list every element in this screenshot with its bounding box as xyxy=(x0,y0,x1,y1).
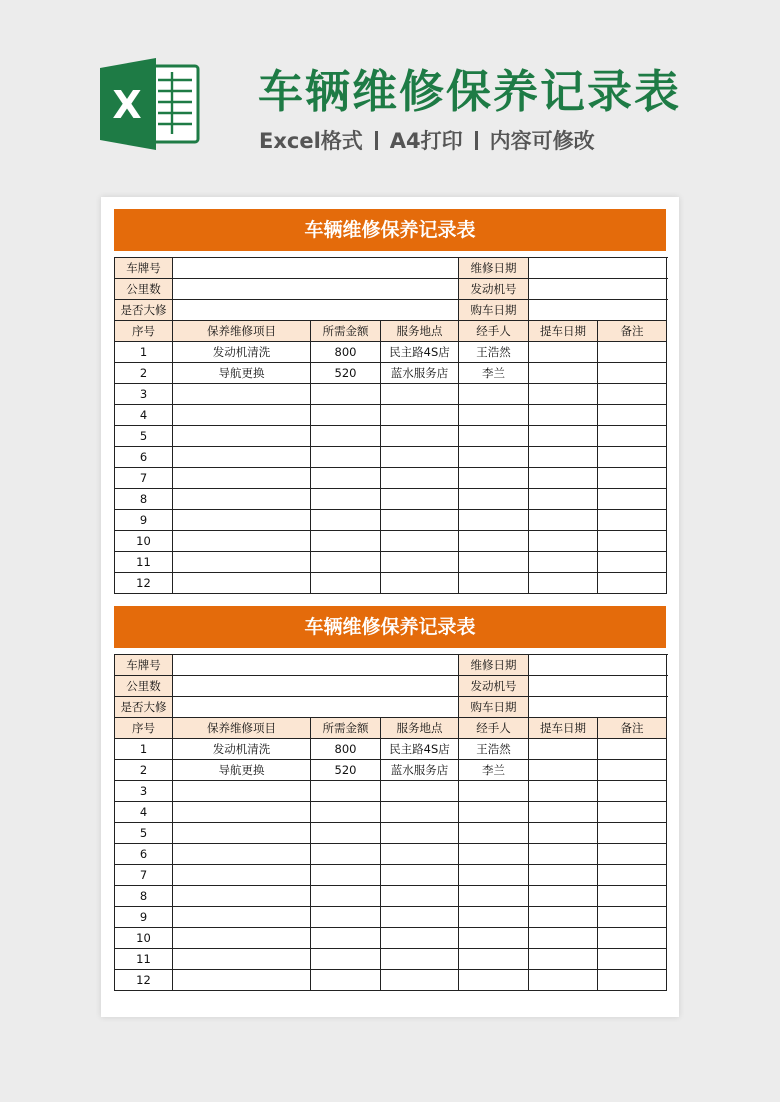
record-table xyxy=(114,257,667,594)
table-cell[interactable] xyxy=(173,886,311,907)
table-cell[interactable]: 导航更换 xyxy=(173,760,311,781)
table-cell[interactable] xyxy=(173,531,311,552)
info-row xyxy=(115,676,667,697)
repair-date-value[interactable] xyxy=(529,655,667,676)
table-cell[interactable] xyxy=(459,970,529,991)
table-cell[interactable] xyxy=(459,949,529,970)
table-cell[interactable] xyxy=(529,928,598,949)
table-cell[interactable] xyxy=(381,426,459,447)
table-cell[interactable] xyxy=(381,573,459,594)
table-cell[interactable] xyxy=(311,468,381,489)
table-cell[interactable] xyxy=(529,781,598,802)
engine-value[interactable] xyxy=(529,676,667,697)
table-cell[interactable] xyxy=(381,447,459,468)
table-cell[interactable] xyxy=(381,781,459,802)
table-cell[interactable] xyxy=(459,489,529,510)
subtitle-format: Excel格式 xyxy=(259,129,363,153)
table-row xyxy=(115,928,667,949)
table-cell[interactable]: 520 xyxy=(311,760,381,781)
table-cell[interactable] xyxy=(381,907,459,928)
table-cell: 4 xyxy=(115,405,173,426)
table-cell[interactable] xyxy=(529,405,598,426)
table-cell[interactable] xyxy=(381,970,459,991)
table-row xyxy=(115,363,667,384)
table-cell[interactable] xyxy=(381,928,459,949)
plate-label: 车牌号 xyxy=(115,258,173,279)
table-cell[interactable] xyxy=(598,760,667,781)
info-row xyxy=(115,300,667,321)
page-title: 车辆维修保养记录表 xyxy=(258,65,682,118)
table-cell[interactable] xyxy=(598,802,667,823)
table-cell[interactable] xyxy=(311,823,381,844)
info-row xyxy=(115,655,667,676)
table-cell[interactable] xyxy=(381,844,459,865)
form-title: 车辆维修保养记录表 xyxy=(114,209,666,251)
table-cell: 6 xyxy=(115,447,173,468)
table-row xyxy=(115,739,667,760)
table-cell[interactable] xyxy=(459,844,529,865)
table-row xyxy=(115,886,667,907)
table-row xyxy=(115,489,667,510)
table-cell[interactable] xyxy=(598,928,667,949)
overhaul-value[interactable] xyxy=(173,697,459,718)
table-cell: 9 xyxy=(115,907,173,928)
info-row xyxy=(115,697,667,718)
table-cell: 2 xyxy=(115,760,173,781)
repair-date-value[interactable] xyxy=(529,258,667,279)
table-cell[interactable] xyxy=(459,447,529,468)
table-cell[interactable] xyxy=(173,573,311,594)
table-cell: 10 xyxy=(115,928,173,949)
table-cell: 8 xyxy=(115,886,173,907)
table-cell: 9 xyxy=(115,510,173,531)
table-cell[interactable] xyxy=(311,886,381,907)
table-cell[interactable] xyxy=(173,823,311,844)
table-cell: 2 xyxy=(115,363,173,384)
table-cell: 8 xyxy=(115,489,173,510)
col-header: 服务地点 xyxy=(381,718,459,739)
col-header: 经手人 xyxy=(459,718,529,739)
table-cell[interactable] xyxy=(598,573,667,594)
table-row xyxy=(115,970,667,991)
col-header: 保养维修项目 xyxy=(173,718,311,739)
table-cell[interactable] xyxy=(529,531,598,552)
table-cell[interactable] xyxy=(598,844,667,865)
table-row xyxy=(115,823,667,844)
table-cell[interactable] xyxy=(459,573,529,594)
table-cell[interactable] xyxy=(598,781,667,802)
table-cell[interactable]: 蓝水服务店 xyxy=(381,760,459,781)
table-cell[interactable] xyxy=(173,970,311,991)
table-cell[interactable] xyxy=(459,907,529,928)
table-cell[interactable] xyxy=(598,426,667,447)
table-row xyxy=(115,760,667,781)
col-header: 序号 xyxy=(115,321,173,342)
subtitle xyxy=(259,125,595,155)
table-cell[interactable] xyxy=(311,802,381,823)
col-header: 备注 xyxy=(598,321,667,342)
table-cell[interactable] xyxy=(459,531,529,552)
table-cell[interactable] xyxy=(173,384,311,405)
table-cell[interactable] xyxy=(598,342,667,363)
table-cell[interactable] xyxy=(598,489,667,510)
mileage-value[interactable] xyxy=(173,676,459,697)
table-cell[interactable] xyxy=(529,739,598,760)
table-cell[interactable]: 李兰 xyxy=(459,760,529,781)
table-cell[interactable] xyxy=(598,552,667,573)
table-cell[interactable] xyxy=(598,384,667,405)
table-cell: 6 xyxy=(115,844,173,865)
table-cell[interactable] xyxy=(529,426,598,447)
table-row xyxy=(115,907,667,928)
table-cell[interactable] xyxy=(459,405,529,426)
table-cell[interactable] xyxy=(529,907,598,928)
table-row xyxy=(115,949,667,970)
col-header: 提车日期 xyxy=(529,321,598,342)
engine-value[interactable] xyxy=(529,279,667,300)
col-header: 保养维修项目 xyxy=(173,321,311,342)
table-row xyxy=(115,865,667,886)
table-cell[interactable] xyxy=(529,468,598,489)
table-cell[interactable] xyxy=(381,468,459,489)
table-cell[interactable] xyxy=(529,363,598,384)
table-cell[interactable] xyxy=(459,781,529,802)
table-cell[interactable] xyxy=(381,489,459,510)
table-cell[interactable]: 520 xyxy=(311,363,381,384)
subtitle-edit: 内容可修改 xyxy=(489,129,595,153)
table-cell[interactable] xyxy=(598,531,667,552)
overhaul-label: 是否大修 xyxy=(115,697,173,718)
engine-label: 发动机号 xyxy=(459,279,529,300)
table-cell: 5 xyxy=(115,426,173,447)
table-cell[interactable] xyxy=(529,886,598,907)
table-cell: 12 xyxy=(115,970,173,991)
table-cell[interactable] xyxy=(381,823,459,844)
table-cell[interactable] xyxy=(311,970,381,991)
table-cell[interactable] xyxy=(459,468,529,489)
table-cell: 12 xyxy=(115,573,173,594)
table-cell[interactable]: 800 xyxy=(311,342,381,363)
table-cell[interactable] xyxy=(459,426,529,447)
record-rows xyxy=(115,739,667,991)
col-header: 所需金额 xyxy=(311,718,381,739)
overhaul-label: 是否大修 xyxy=(115,300,173,321)
table-cell[interactable] xyxy=(381,865,459,886)
table-cell[interactable] xyxy=(311,384,381,405)
table-cell[interactable] xyxy=(459,886,529,907)
table-cell[interactable] xyxy=(311,928,381,949)
table-row xyxy=(115,342,667,363)
table-cell[interactable] xyxy=(598,468,667,489)
separator-bar xyxy=(375,131,378,150)
table-cell[interactable]: 发动机清洗 xyxy=(173,342,311,363)
table-row xyxy=(115,468,667,489)
table-cell[interactable] xyxy=(311,405,381,426)
table-cell: 11 xyxy=(115,949,173,970)
table-cell[interactable]: 民主路4S店 xyxy=(381,342,459,363)
purchase-date-label: 购车日期 xyxy=(459,300,529,321)
table-cell[interactable]: 800 xyxy=(311,739,381,760)
table-row xyxy=(115,531,667,552)
col-header: 提车日期 xyxy=(529,718,598,739)
table-cell[interactable] xyxy=(381,531,459,552)
table-cell[interactable] xyxy=(529,970,598,991)
table-cell[interactable] xyxy=(529,573,598,594)
table-cell[interactable] xyxy=(598,886,667,907)
table-cell[interactable] xyxy=(173,802,311,823)
col-header: 所需金额 xyxy=(311,321,381,342)
table-cell[interactable] xyxy=(173,928,311,949)
table-cell: 1 xyxy=(115,342,173,363)
table-cell[interactable] xyxy=(381,552,459,573)
info-row xyxy=(115,258,667,279)
table-cell: 3 xyxy=(115,781,173,802)
subtitle-print: A4打印 xyxy=(389,129,463,153)
table-row xyxy=(115,802,667,823)
table-cell[interactable] xyxy=(459,928,529,949)
table-cell[interactable] xyxy=(311,573,381,594)
repair-date-label: 维修日期 xyxy=(459,258,529,279)
record-table xyxy=(114,654,667,991)
table-cell[interactable] xyxy=(529,802,598,823)
table-cell[interactable] xyxy=(173,489,311,510)
table-cell: 1 xyxy=(115,739,173,760)
document-page xyxy=(101,197,679,1017)
table-row xyxy=(115,426,667,447)
separator-bar xyxy=(475,131,478,150)
table-cell[interactable] xyxy=(173,552,311,573)
table-cell[interactable] xyxy=(598,405,667,426)
table-cell[interactable] xyxy=(598,823,667,844)
table-cell[interactable] xyxy=(529,342,598,363)
table-cell[interactable] xyxy=(459,823,529,844)
table-cell[interactable] xyxy=(381,802,459,823)
table-cell: 11 xyxy=(115,552,173,573)
table-cell[interactable] xyxy=(459,384,529,405)
column-header-row xyxy=(115,321,667,342)
table-cell[interactable] xyxy=(598,970,667,991)
table-cell[interactable] xyxy=(529,949,598,970)
info-row xyxy=(115,279,667,300)
table-row xyxy=(115,405,667,426)
record-form-2 xyxy=(114,606,666,991)
table-cell: 5 xyxy=(115,823,173,844)
table-cell[interactable]: 李兰 xyxy=(459,363,529,384)
table-cell[interactable] xyxy=(598,363,667,384)
table-cell[interactable] xyxy=(311,552,381,573)
table-cell[interactable] xyxy=(311,949,381,970)
table-cell[interactable] xyxy=(173,426,311,447)
col-header: 经手人 xyxy=(459,321,529,342)
table-cell: 7 xyxy=(115,468,173,489)
table-row xyxy=(115,781,667,802)
table-cell[interactable] xyxy=(311,844,381,865)
page-header xyxy=(0,0,780,190)
table-cell: 4 xyxy=(115,802,173,823)
table-cell[interactable] xyxy=(529,844,598,865)
table-cell: 7 xyxy=(115,865,173,886)
plate-value[interactable] xyxy=(173,258,459,279)
table-row xyxy=(115,447,667,468)
table-cell[interactable] xyxy=(459,802,529,823)
table-cell[interactable] xyxy=(173,844,311,865)
table-cell[interactable] xyxy=(598,907,667,928)
table-cell[interactable] xyxy=(311,531,381,552)
table-cell[interactable] xyxy=(173,468,311,489)
mileage-value[interactable] xyxy=(173,279,459,300)
purchase-date-value[interactable] xyxy=(529,300,667,321)
mileage-label: 公里数 xyxy=(115,676,173,697)
table-cell[interactable] xyxy=(173,865,311,886)
excel-icon xyxy=(100,58,200,150)
table-cell[interactable] xyxy=(598,510,667,531)
table-row xyxy=(115,552,667,573)
table-cell[interactable] xyxy=(529,823,598,844)
table-cell[interactable] xyxy=(173,447,311,468)
col-header: 备注 xyxy=(598,718,667,739)
table-cell[interactable] xyxy=(173,510,311,531)
svg-text:X: X xyxy=(112,83,142,127)
repair-date-label: 维修日期 xyxy=(459,655,529,676)
purchase-date-value[interactable] xyxy=(529,697,667,718)
table-cell[interactable]: 王浩然 xyxy=(459,342,529,363)
purchase-date-label: 购车日期 xyxy=(459,697,529,718)
record-form-1 xyxy=(114,209,666,594)
col-header: 服务地点 xyxy=(381,321,459,342)
table-cell[interactable] xyxy=(529,760,598,781)
table-cell[interactable] xyxy=(529,447,598,468)
mileage-label: 公里数 xyxy=(115,279,173,300)
table-cell: 3 xyxy=(115,384,173,405)
table-cell[interactable] xyxy=(598,447,667,468)
table-cell[interactable] xyxy=(598,949,667,970)
table-row xyxy=(115,510,667,531)
table-row xyxy=(115,573,667,594)
table-cell[interactable] xyxy=(311,907,381,928)
table-cell[interactable] xyxy=(173,405,311,426)
table-cell[interactable] xyxy=(173,907,311,928)
table-cell[interactable] xyxy=(529,510,598,531)
record-rows xyxy=(115,342,667,594)
table-cell[interactable] xyxy=(381,949,459,970)
table-row xyxy=(115,384,667,405)
table-cell[interactable] xyxy=(529,489,598,510)
table-cell[interactable]: 王浩然 xyxy=(459,739,529,760)
table-cell[interactable] xyxy=(529,384,598,405)
engine-label: 发动机号 xyxy=(459,676,529,697)
table-cell[interactable] xyxy=(459,510,529,531)
table-cell[interactable] xyxy=(529,552,598,573)
table-cell[interactable] xyxy=(598,739,667,760)
column-header-row xyxy=(115,718,667,739)
table-cell[interactable] xyxy=(311,781,381,802)
table-cell[interactable]: 发动机清洗 xyxy=(173,739,311,760)
table-cell[interactable] xyxy=(459,552,529,573)
table-cell[interactable] xyxy=(311,426,381,447)
table-cell[interactable] xyxy=(381,510,459,531)
plate-label: 车牌号 xyxy=(115,655,173,676)
table-cell[interactable]: 民主路4S店 xyxy=(381,739,459,760)
table-cell[interactable]: 导航更换 xyxy=(173,363,311,384)
table-cell[interactable] xyxy=(381,405,459,426)
table-cell[interactable]: 蓝水服务店 xyxy=(381,363,459,384)
table-cell[interactable] xyxy=(311,447,381,468)
table-cell[interactable] xyxy=(598,865,667,886)
table-cell[interactable] xyxy=(381,886,459,907)
table-cell: 10 xyxy=(115,531,173,552)
table-cell[interactable] xyxy=(173,781,311,802)
table-cell[interactable] xyxy=(529,865,598,886)
plate-value[interactable] xyxy=(173,655,459,676)
col-header: 序号 xyxy=(115,718,173,739)
table-cell[interactable] xyxy=(311,865,381,886)
table-cell[interactable] xyxy=(311,510,381,531)
table-cell[interactable] xyxy=(311,489,381,510)
table-cell[interactable] xyxy=(173,949,311,970)
table-row xyxy=(115,844,667,865)
form-title: 车辆维修保养记录表 xyxy=(114,606,666,648)
table-cell[interactable] xyxy=(381,384,459,405)
table-cell[interactable] xyxy=(459,865,529,886)
overhaul-value[interactable] xyxy=(173,300,459,321)
